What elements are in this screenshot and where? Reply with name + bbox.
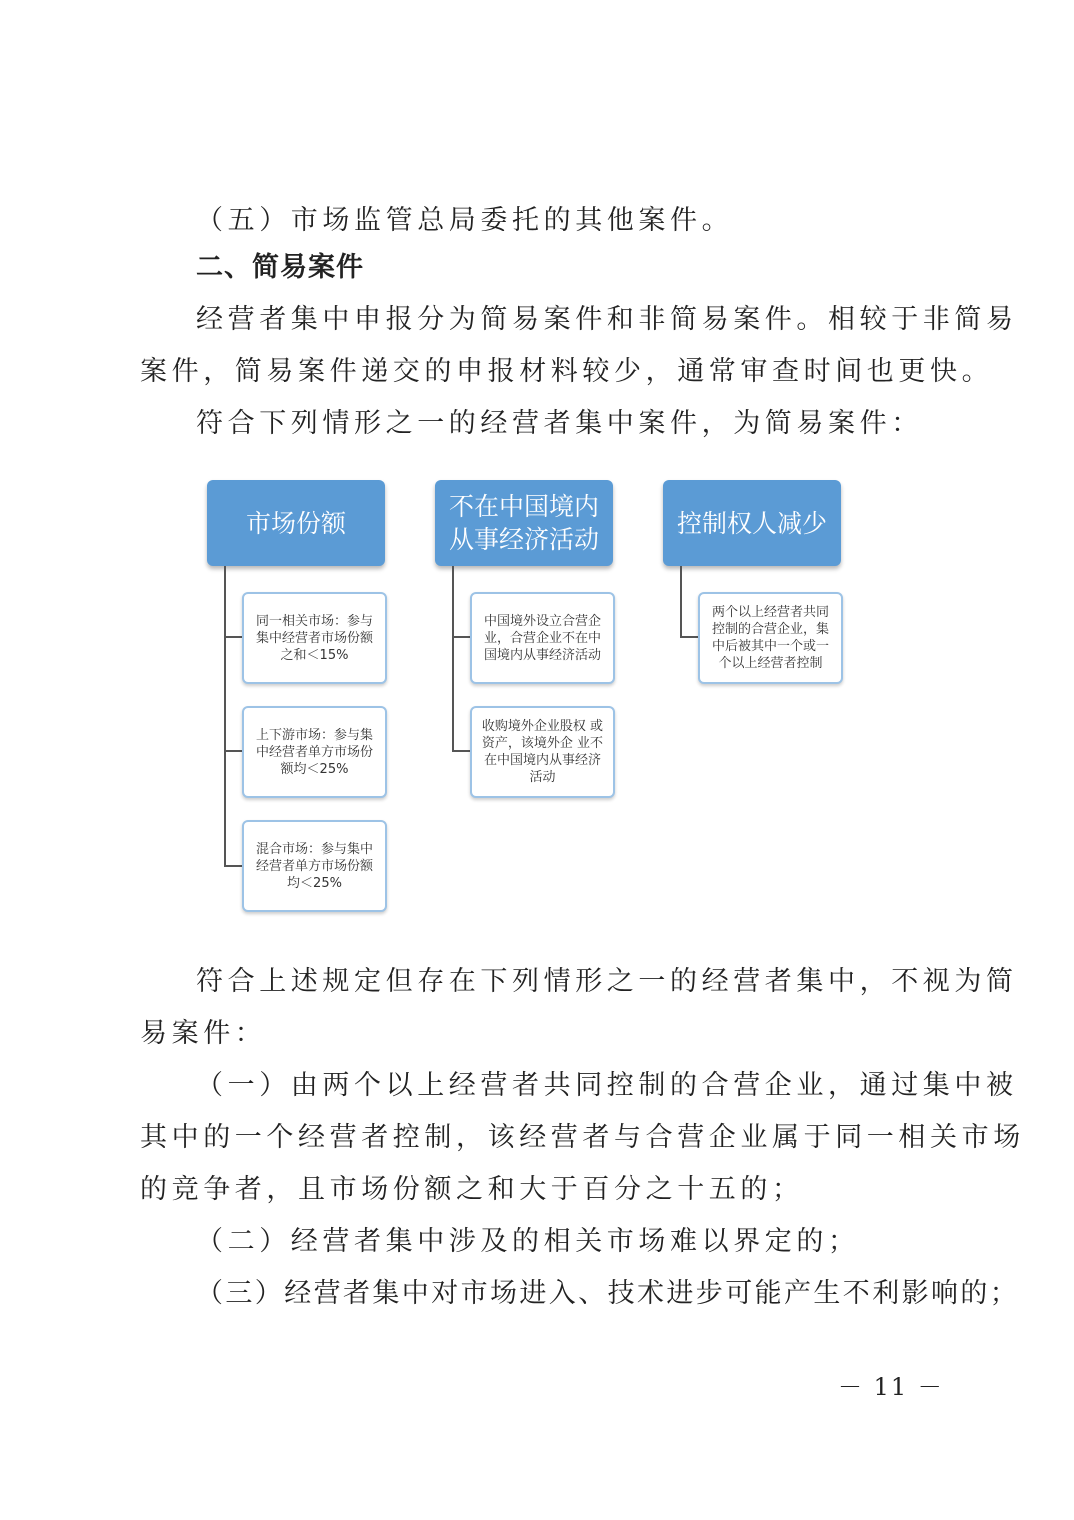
diagram-item-jv-control: 两个以上经营者共同控制的合营企业，集中后被其中一个或一个以上经营者控制 bbox=[698, 592, 843, 684]
diagram-header-text: 控制权人减少 bbox=[676, 508, 827, 538]
connector-line bbox=[452, 636, 470, 638]
paragraph-criteria-intro: 符合下列情形之一的经营者集中案件，为简易案件： bbox=[196, 408, 923, 439]
page-number: － 11 － bbox=[838, 1373, 944, 1401]
connector-line bbox=[224, 566, 226, 866]
paragraph-intro-line2: 案件，简易案件递交的申报材料较少，通常审查时间也更快。 bbox=[140, 356, 994, 387]
connector-line bbox=[224, 865, 242, 867]
diagram-header-market-share bbox=[207, 480, 385, 566]
connector-line bbox=[452, 566, 454, 752]
connector-line bbox=[224, 636, 242, 638]
diagram-header-text: 市场份额 bbox=[245, 508, 346, 538]
paragraph-item-three: （三）经营者集中对市场进入、技术进步可能产生不利影响的； bbox=[196, 1278, 1020, 1309]
connector-line bbox=[680, 636, 698, 638]
paragraph-item-one-line2: 其中的一个经营者控制，该经营者与合营企业属于同一相关市场 bbox=[140, 1122, 1025, 1153]
connector-line bbox=[224, 750, 242, 752]
diagram-item-vertical-market: 上下游市场：参与集中经营者单方市场份额均＜25% bbox=[242, 706, 387, 798]
diagram-item-offshore-acquisition: 收购境外企业股权 或资产，该境外企 业不在中国境内从事经济活动 bbox=[470, 706, 615, 798]
paragraph-exception-line1: 符合上述规定但存在下列情形之一的经营者集中，不视为简 bbox=[196, 966, 1018, 997]
diagram-header-text-line1: 不在中国境内 bbox=[448, 492, 599, 521]
diagram-header-text-line2: 从事经济活动 bbox=[448, 525, 599, 554]
paragraph-item-five: （五）市场监管总局委托的其他案件。 bbox=[196, 205, 734, 236]
diagram-item-offshore-jv: 中国境外设立合营企业，合营企业不在中国境内从事经济活动 bbox=[470, 592, 615, 684]
diagram-item-conglomerate-market: 混合市场：参与集中经营者单方市场份额均＜25% bbox=[242, 820, 387, 912]
paragraph-item-one-line1: （一）由两个以上经营者共同控制的合营企业，通过集中被 bbox=[196, 1070, 1018, 1101]
paragraph-intro-line1: 经营者集中申报分为简易案件和非简易案件。相较于非简易 bbox=[196, 304, 1018, 335]
diagram-header-outside-china bbox=[435, 480, 613, 566]
paragraph-item-two: （二）经营者集中涉及的相关市场难以界定的； bbox=[196, 1226, 860, 1257]
section-heading: 二、简易案件 bbox=[196, 252, 364, 283]
diagram-header-control-reduction bbox=[663, 480, 841, 566]
paragraph-item-one-line3: 的竞争者，且市场份额之和大于百分之十五的； bbox=[140, 1174, 804, 1205]
connector-line bbox=[680, 566, 682, 638]
paragraph-exception-line2: 易案件： bbox=[140, 1018, 267, 1049]
diagram-item-same-market: 同一相关市场：参与集中经营者市场份额之和＜15% bbox=[242, 592, 387, 684]
connector-line bbox=[452, 750, 470, 752]
